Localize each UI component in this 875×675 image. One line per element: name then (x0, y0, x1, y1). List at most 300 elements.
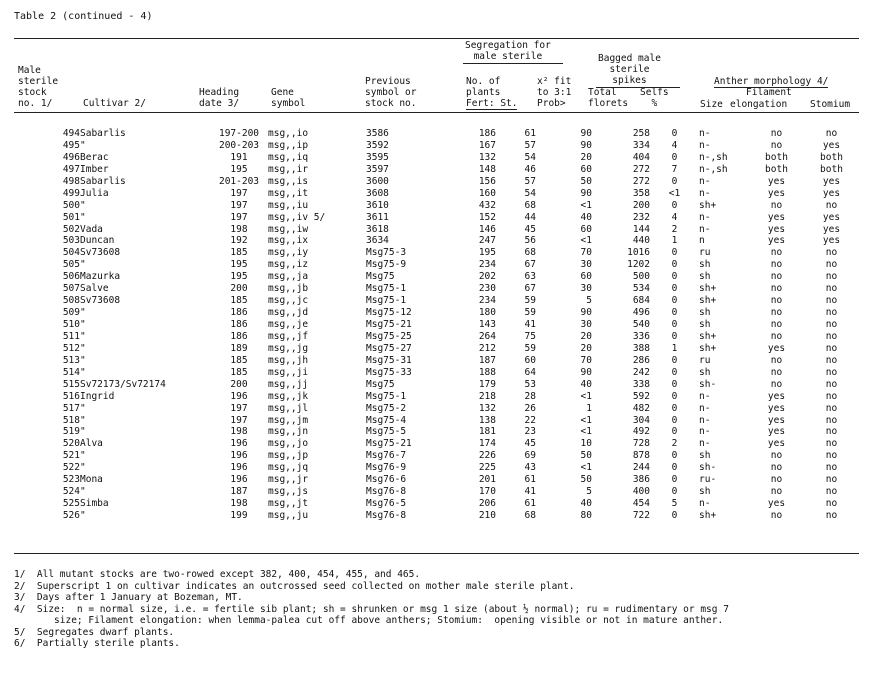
heading-date-cell: 197 (230, 187, 248, 199)
fert-count-cell: 180 (478, 307, 496, 319)
cultivar-cell: Ingrid (80, 390, 115, 402)
gene-symbol-cell: msg,,jr (268, 474, 309, 486)
selfs-cell: 0 (671, 307, 678, 319)
selfs-cell: 1 (671, 342, 678, 354)
stomium-cell: no (825, 319, 838, 330)
gene-symbol-cell: msg,,jg (268, 342, 309, 354)
elongation-cell: yes (767, 187, 786, 199)
size-cell: sh+ (699, 283, 717, 295)
previous-symbol-cell: 3595 (366, 151, 389, 163)
selfs-cell: 0 (671, 354, 678, 366)
prob-cell: 5 (586, 295, 592, 307)
elongation-cell: no (770, 247, 783, 259)
selfs-cell: 0 (671, 450, 678, 462)
previous-symbol-cell: 3586 (366, 128, 389, 139)
previous-symbol-cell: Msg75-4 (366, 414, 407, 426)
fert-count-cell: 143 (478, 319, 496, 330)
table-row (14, 379, 859, 391)
total-florets-cell: 258 (632, 128, 650, 139)
row-indent (14, 271, 38, 283)
table-row (14, 140, 859, 152)
fert-count-cell: 218 (478, 390, 496, 402)
elongation-cell: no (770, 259, 783, 271)
stock-no: 520 (62, 438, 80, 450)
table-row (14, 450, 859, 462)
stomium-cell: no (825, 271, 838, 283)
heading-date-cell: 186 (230, 307, 248, 319)
header-no-of-plants: No. of plants (466, 76, 501, 98)
elongation-cell: no (770, 330, 783, 342)
prob-cell: <1 (580, 426, 592, 438)
stomium-cell: no (825, 199, 838, 211)
fert-count-cell: 230 (478, 283, 496, 295)
heading-date-cell: 196 (230, 450, 248, 462)
header-heading-date: Heading date 3/ (199, 87, 240, 109)
page-title: Table 2 (continued - 4) (14, 11, 153, 22)
heading-date-cell: 197-200 (218, 128, 260, 139)
stock-no: 506 (62, 271, 80, 283)
size-cell: n- (699, 223, 711, 235)
size-cell: sh (699, 366, 711, 378)
table-row (14, 474, 859, 486)
previous-symbol-cell: Msg75-1 (366, 390, 407, 402)
cultivar-cell: Sv73608 (80, 247, 121, 259)
selfs-cell: 0 (671, 426, 678, 438)
previous-symbol-cell: Msg75-33 (366, 366, 412, 378)
sterile-count-cell: 23 (524, 426, 536, 438)
fert-count-cell: 167 (478, 139, 496, 151)
stock-no: 526 (62, 510, 80, 521)
table-row (14, 462, 859, 474)
total-florets-cell: 492 (632, 426, 650, 438)
gene-symbol-cell: msg,,jj (268, 378, 309, 390)
total-florets-cell: 440 (632, 235, 650, 247)
sterile-count-cell: 60 (524, 354, 536, 366)
footnote: 1/ All mutant stocks are two-rowed except 382, 400, 454, 455, and 465. (14, 569, 421, 580)
selfs-cell: 0 (671, 259, 678, 271)
heading-date-cell: 197 (230, 199, 248, 211)
cultivar-cell: " (80, 462, 86, 474)
row-indent (14, 486, 38, 498)
size-cell: ru- (699, 474, 717, 486)
total-florets-cell: 728 (632, 438, 650, 450)
heading-date-cell: 191 (230, 151, 248, 163)
stock-no: 494 (62, 128, 80, 139)
table-row (14, 426, 859, 438)
selfs-cell: 0 (671, 295, 678, 307)
prob-cell: 40 (580, 211, 592, 223)
total-florets-cell: 200 (632, 199, 650, 211)
total-florets-cell: 286 (632, 354, 650, 366)
sterile-count-cell: 67 (524, 283, 536, 295)
gene-symbol-cell: msg,,jo (268, 438, 309, 450)
table-row (14, 510, 859, 522)
total-florets-cell: 1016 (627, 247, 650, 259)
sterile-count-cell: 64 (524, 366, 536, 378)
prob-cell: 50 (580, 474, 592, 486)
prob-cell: 5 (586, 486, 592, 498)
fert-count-cell: 187 (478, 354, 496, 366)
previous-symbol-cell: Msg75-25 (366, 330, 412, 342)
selfs-cell: 0 (671, 402, 678, 414)
selfs-cell: 0 (671, 199, 678, 211)
stomium-cell: no (825, 498, 838, 510)
prob-cell: 30 (580, 259, 592, 271)
prob-cell: 20 (580, 151, 592, 163)
sterile-count-cell: 61 (524, 498, 536, 510)
stock-no: 518 (62, 414, 80, 426)
row-indent (14, 319, 38, 331)
elongation-cell: no (770, 366, 783, 378)
elongation-cell: no (770, 307, 783, 319)
stock-no: 503 (62, 235, 80, 247)
elongation-cell: no (770, 139, 783, 151)
total-florets-cell: 242 (632, 366, 650, 378)
prob-cell: 90 (580, 307, 592, 319)
total-florets-cell: 336 (632, 330, 650, 342)
previous-symbol-cell: 3610 (366, 199, 389, 211)
row-indent (14, 415, 38, 427)
cultivar-cell: Alva (80, 438, 103, 450)
prob-cell: 60 (580, 163, 592, 175)
previous-symbol-cell: 3608 (366, 187, 389, 199)
heading-date-cell: 195 (230, 259, 248, 271)
table-row (14, 247, 859, 259)
prob-cell: 50 (580, 450, 592, 462)
cultivar-cell: Sabarlis (80, 128, 126, 139)
selfs-cell: 2 (671, 223, 678, 235)
cultivar-cell: Duncan (80, 235, 115, 247)
fert-count-cell: 212 (478, 342, 496, 354)
heading-date-cell: 196 (230, 474, 248, 486)
sterile-count-cell: 67 (524, 259, 536, 271)
size-cell: sh- (699, 378, 717, 390)
size-cell: n- (699, 187, 711, 199)
heading-date-cell: 185 (230, 247, 248, 259)
elongation-cell: no (770, 474, 783, 486)
prob-cell: 40 (580, 378, 592, 390)
total-florets-cell: 338 (632, 378, 650, 390)
row-indent (14, 426, 38, 438)
header-fert-st: Fert: St. (466, 98, 518, 109)
table-row (14, 259, 859, 271)
previous-symbol-cell: 3600 (366, 175, 389, 187)
size-cell: n (699, 235, 705, 247)
size-cell: n- (699, 438, 711, 450)
elongation-cell: yes (767, 342, 786, 354)
header-segregation: Segregation for male sterile (465, 40, 551, 62)
size-cell: n- (699, 139, 711, 151)
previous-symbol-cell: Msg76-9 (366, 462, 407, 474)
header-previous-symbol: Previous symbol or stock no. (365, 76, 417, 109)
gene-symbol-cell: msg,,iw (268, 223, 309, 235)
cultivar-cell: " (80, 139, 86, 151)
previous-symbol-cell: Msg75 (366, 271, 395, 283)
fert-count-cell: 181 (478, 426, 496, 438)
sterile-count-cell: 59 (524, 342, 536, 354)
cultivar-cell: " (80, 486, 86, 498)
total-florets-cell: 272 (632, 175, 650, 187)
row-indent (14, 462, 38, 474)
prob-cell: 20 (580, 330, 592, 342)
total-florets-cell: 592 (632, 390, 650, 402)
elongation-cell: yes (767, 426, 786, 438)
footnote: 4/ Size: n = normal size, i.e. = fertile sib plant; sh = shrunken or msg 1 size (about ½ normal); ru = rudimentary or msg 7 (14, 603, 729, 615)
previous-symbol-cell: Msg76-8 (366, 486, 407, 498)
elongation-cell: no (770, 271, 783, 283)
total-florets-cell: 388 (632, 342, 650, 354)
sterile-count-cell: 57 (524, 139, 536, 151)
fert-count-cell: 202 (478, 271, 496, 283)
stock-no: 497 (62, 163, 80, 175)
stock-no: 507 (62, 283, 80, 295)
elongation-cell: no (770, 462, 783, 474)
cultivar-cell: Vada (80, 223, 103, 235)
cultivar-cell: " (80, 342, 86, 354)
sterile-count-cell: 53 (524, 378, 536, 390)
stock-no: 498 (62, 175, 80, 187)
cultivar-cell: " (80, 510, 86, 521)
gene-symbol-cell: msg,,io (268, 128, 309, 139)
size-cell: n- (699, 390, 711, 402)
row-indent (14, 283, 38, 295)
row-indent (14, 391, 38, 403)
heading-date-cell: 197 (230, 414, 248, 426)
total-florets-cell: 684 (632, 295, 650, 307)
row-indent (14, 343, 38, 355)
previous-symbol-cell: Msg75-1 (366, 283, 407, 295)
fert-count-cell: 148 (478, 163, 496, 175)
total-florets-cell: 878 (632, 450, 650, 462)
stomium-cell: no (825, 438, 838, 450)
stomium-cell: yes (822, 139, 841, 151)
header-gene-symbol: Gene symbol (271, 87, 306, 109)
fert-count-cell: 234 (478, 295, 496, 307)
cultivar-cell: " (80, 211, 86, 223)
cultivar-cell: " (80, 319, 86, 330)
elongation-cell: yes (767, 390, 786, 402)
size-cell: n- (699, 498, 711, 510)
cultivar-cell: " (80, 330, 86, 342)
stomium-cell: no (825, 283, 838, 295)
elongation-cell: no (770, 128, 783, 139)
fert-count-cell: 186 (478, 128, 496, 139)
fert-count-cell: 247 (478, 235, 496, 247)
fert-count-cell: 210 (478, 510, 496, 521)
row-indent (14, 140, 38, 152)
prob-cell: <1 (580, 462, 592, 474)
sterile-count-cell: 61 (524, 474, 536, 486)
prob-cell: 50 (580, 175, 592, 187)
fert-count-cell: 152 (478, 211, 496, 223)
stomium-cell: both (820, 163, 843, 175)
stock-no: 504 (62, 247, 80, 259)
prob-cell: 80 (580, 510, 592, 521)
row-indent (14, 128, 38, 140)
footnotes (14, 569, 729, 650)
cultivar-cell: " (80, 366, 86, 378)
size-cell: sh (699, 450, 711, 462)
previous-symbol-cell: 3597 (366, 163, 389, 175)
heading-date-cell: 196 (230, 390, 248, 402)
footnote: 6/ Partially sterile plants. (14, 638, 180, 649)
size-cell: sh (699, 319, 711, 330)
fert-count-cell: 225 (478, 462, 496, 474)
cultivar-cell: Salve (80, 283, 109, 295)
header-x2-fit: x² fit to 3:1 (537, 76, 572, 98)
size-cell: n- (699, 426, 711, 438)
stomium-cell: no (825, 402, 838, 414)
stomium-cell: no (825, 330, 838, 342)
cultivar-cell: Julia (80, 187, 109, 199)
gene-symbol-cell: msg,,jn (268, 426, 309, 438)
elongation-cell: no (770, 378, 783, 390)
size-cell: sh (699, 259, 711, 271)
stock-no: 524 (62, 486, 80, 498)
sterile-count-cell: 45 (524, 223, 536, 235)
stock-no: 511 (62, 330, 80, 342)
selfs-cell: 0 (671, 271, 678, 283)
previous-symbol-cell: 3634 (366, 235, 389, 247)
total-florets-cell: 386 (632, 474, 650, 486)
previous-symbol-cell: Msg75-2 (366, 402, 407, 414)
sterile-count-cell: 41 (524, 319, 536, 330)
selfs-cell: <1 (668, 187, 681, 199)
table-row (14, 438, 859, 450)
fert-count-cell: 132 (478, 402, 496, 414)
elongation-cell: yes (767, 498, 786, 510)
selfs-cell: 1 (671, 235, 678, 247)
sterile-count-cell: 43 (524, 462, 536, 474)
elongation-cell: yes (767, 235, 786, 247)
cultivar-cell: " (80, 414, 86, 426)
table-row (14, 271, 859, 283)
fert-count-cell: 234 (478, 259, 496, 271)
row-indent (14, 474, 38, 486)
sterile-count-cell: 68 (524, 510, 536, 521)
row-indent (14, 307, 38, 319)
prob-cell: <1 (580, 390, 592, 402)
prob-cell: 90 (580, 128, 592, 139)
gene-symbol-cell: msg,,jf (268, 330, 309, 342)
size-cell: n- (699, 128, 711, 139)
fert-count-cell: 264 (478, 330, 496, 342)
prob-cell: <1 (580, 235, 592, 247)
stock-no: 525 (62, 498, 80, 510)
selfs-cell: 0 (671, 319, 678, 330)
header-rule (14, 112, 859, 113)
selfs-cell: 0 (671, 330, 678, 342)
gene-symbol-cell: msg,,iz (268, 259, 309, 271)
table-row (14, 367, 859, 379)
sterile-count-cell: 41 (524, 486, 536, 498)
sterile-count-cell: 57 (524, 175, 536, 187)
size-cell: sh+ (699, 199, 717, 211)
total-florets-cell: 400 (632, 486, 650, 498)
previous-symbol-cell: Msg75-1 (366, 295, 407, 307)
sterile-count-cell: 26 (524, 402, 536, 414)
table-row (14, 188, 859, 200)
table-row (14, 283, 859, 295)
gene-symbol-cell: msg,,is (268, 175, 309, 187)
stock-no: 516 (62, 390, 80, 402)
heading-date-cell: 196 (230, 438, 248, 450)
size-cell: sh+ (699, 510, 717, 521)
row-indent (14, 331, 38, 343)
table-row (14, 403, 859, 415)
fert-count-cell: 132 (478, 151, 496, 163)
header-elongation: elongation (730, 99, 788, 110)
stomium-cell: no (825, 450, 838, 462)
gene-symbol-cell: msg,,jt (268, 498, 309, 510)
previous-symbol-cell: 3618 (366, 223, 389, 235)
prob-cell: 20 (580, 342, 592, 354)
heading-date-cell: 196 (230, 462, 248, 474)
header-stomium: Stomium (810, 99, 851, 110)
fert-count-cell: 206 (478, 498, 496, 510)
previous-symbol-cell: Msg75-21 (366, 438, 412, 450)
fert-count-cell: 160 (478, 187, 496, 199)
sterile-count-cell: 63 (524, 271, 536, 283)
stock-no: 509 (62, 307, 80, 319)
previous-symbol-cell: Msg75-12 (366, 307, 412, 319)
footnote: 2/ Superscript 1 on cultivar indicates an outcrossed seed collected on mother male sterile plant. (14, 580, 575, 592)
stock-no: 515 (62, 378, 80, 390)
heading-date-cell: 187 (230, 486, 248, 498)
total-florets-cell: 500 (632, 271, 650, 283)
size-cell: sh (699, 307, 711, 319)
selfs-cell: 0 (671, 247, 678, 259)
heading-date-cell: 200 (230, 378, 248, 390)
prob-cell: 60 (580, 223, 592, 235)
heading-date-cell: 186 (230, 319, 248, 330)
total-florets-cell: 540 (632, 319, 650, 330)
header-size: Size (700, 99, 723, 110)
prob-cell: 30 (580, 283, 592, 295)
row-indent (14, 224, 38, 236)
stock-no: 521 (62, 450, 80, 462)
cultivar-cell: Sabarlis (80, 175, 126, 187)
prob-cell: 70 (580, 247, 592, 259)
cultivar-cell: Sv73608 (80, 295, 121, 307)
previous-symbol-cell: Msg75-31 (366, 354, 412, 366)
elongation-cell: both (765, 151, 788, 163)
sterile-count-cell: 28 (524, 390, 536, 402)
gene-symbol-cell: msg,,ix (268, 235, 309, 247)
cultivar-cell: Simba (80, 498, 109, 510)
stomium-cell: no (825, 354, 838, 366)
table-row (14, 235, 859, 247)
previous-symbol-cell: Msg76-5 (366, 498, 407, 510)
selfs-cell: 5 (671, 498, 678, 510)
selfs-cell: 0 (671, 510, 678, 521)
row-indent (14, 295, 38, 307)
heading-date-cell: 185 (230, 354, 248, 366)
size-cell: n-,sh (699, 163, 728, 175)
size-cell: sh+ (699, 330, 717, 342)
table-row (14, 200, 859, 212)
footnote: size; Filament elongation: when lemma-palea cut off above anthers; Stomium: opening visible or not in mature anther. (14, 615, 724, 626)
elongation-cell: yes (767, 211, 786, 223)
size-cell: n- (699, 175, 711, 187)
stock-no: 517 (62, 402, 80, 414)
stomium-cell: no (825, 426, 838, 438)
table-row (14, 152, 859, 164)
prob-cell: 90 (580, 366, 592, 378)
total-florets-cell: 1202 (627, 259, 650, 271)
sterile-count-cell: 54 (524, 151, 536, 163)
cultivar-cell: " (80, 199, 86, 211)
